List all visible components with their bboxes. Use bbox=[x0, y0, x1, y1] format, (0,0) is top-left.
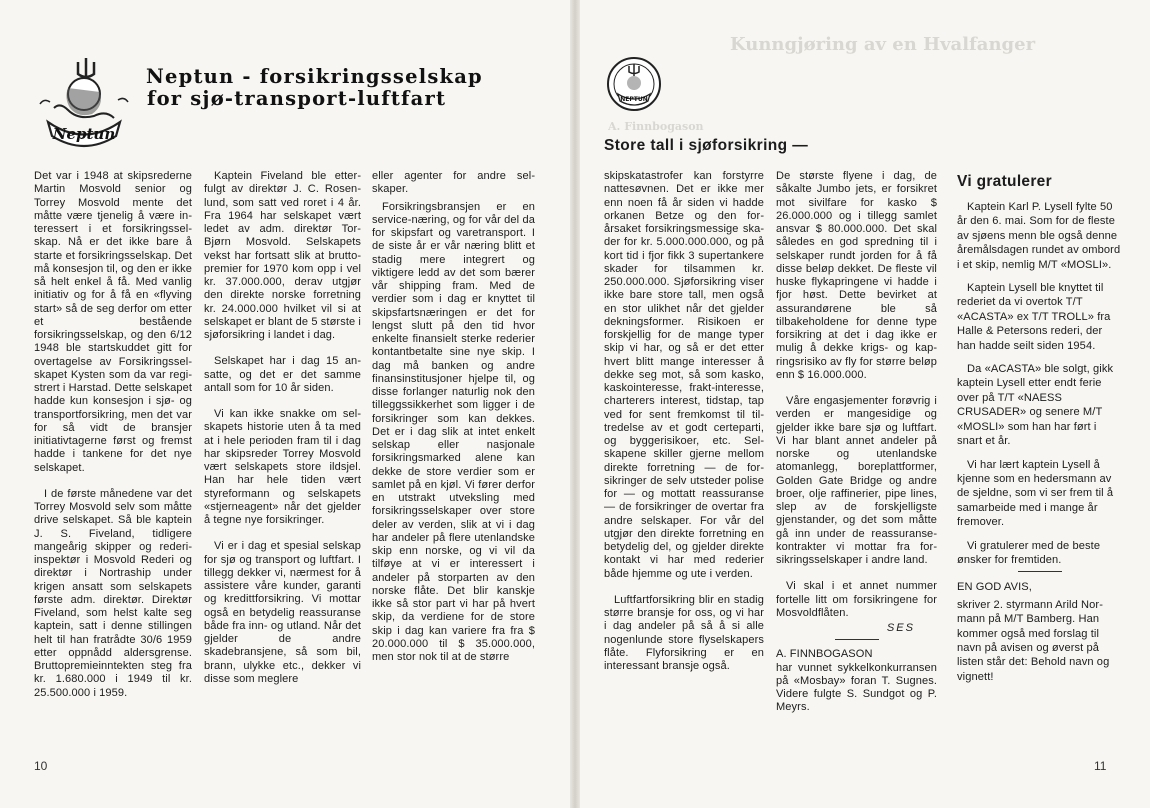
spine-gutter bbox=[570, 0, 580, 808]
left-column-1 bbox=[34, 170, 192, 713]
neptun-logo bbox=[34, 52, 134, 152]
neptun-badge-logo bbox=[606, 56, 662, 112]
congratulations-heading: Vi gratulerer bbox=[957, 173, 1052, 190]
paragraph: Selskapet har i dag 15 ansatte, og det er det samme antall som for 10 år siden. bbox=[204, 355, 361, 394]
article-title bbox=[146, 66, 483, 109]
left-column-3 bbox=[372, 170, 535, 677]
separator-rule bbox=[1018, 571, 1062, 572]
title-line-1: Neptun - forsikringsselskap bbox=[146, 65, 483, 88]
paragraph: Vi gratulerer med de beste ønsker for fremtiden. bbox=[957, 539, 1101, 566]
paragraph: Kaptein Karl P. Lysell fylte 50 år den 6. mai. Som for de fleste av sjøens menn ble også denne åremålsdagen rundet av ombord i et skip, nemlig M/T «MOSLI». bbox=[957, 201, 1121, 271]
page-number: 11 bbox=[1094, 759, 1107, 773]
paragraph: Vi skal i et annet nummer fortelle litt om forsikringene for Mosvoldflåten. bbox=[776, 580, 937, 619]
paragraph: Vi kan ikke snakke om selskapets historie uten å ta med at i hele perioden fram til i dag har skipsreder Torrey Mosvold vært selskapets store ildsjel. Han har hele tiden vært styreformann og selskapets «stjerneagent» når det gjelder å tegne nye forsikringer. bbox=[204, 408, 361, 526]
paragraph: Kaptein Fiveland ble etterfulgt av direktør J. C. Rosenlund, som satt ved roret i 4 år. Fra 1964 har selskapet vært ledet av adm. direktør Tor-Bjørn Mosvold. Selskapets vekst har fortsatt slik at bruttopremier for 1970 kom opp i vel kr. 37.000.000, derav utgjør den direkte norske forretning kr. 24.000.000 hvilket vil si at selskapet er blant de 5 største i sjøforsikring i landet i dag. bbox=[204, 170, 361, 341]
show-through-subheading: A. Finnbogason bbox=[608, 120, 704, 133]
right-column-2 bbox=[776, 170, 937, 728]
page-number: 10 bbox=[34, 759, 48, 773]
right-column-1 bbox=[604, 170, 764, 686]
paragraph: Kaptein Lysell ble knyttet til rederiet da vi overtok T/T «ACASTA» ex T/T TROLL» fra Halle & Petersons rederi, der han hadde seilt siden 1954. bbox=[957, 282, 1111, 352]
paragraph: eller agenter for andre selskaper. bbox=[372, 170, 535, 196]
paragraph: Luftfartforsikring blir en stadig større bransje for oss, og vi har i dag andeler på så å si alle nogenlunde store flyselskapers flåte. Flyforsikring er en interessant bransje også. bbox=[604, 593, 764, 672]
svg-text:NEPTUN: NEPTUN bbox=[620, 96, 648, 103]
right-column-3 bbox=[957, 200, 1123, 697]
notice-name: A. FINNBOGASON bbox=[776, 648, 873, 661]
left-page bbox=[0, 0, 573, 808]
separator-rule bbox=[835, 639, 879, 640]
paragraph: Da «ACASTA» ble solgt, gikk kaptein Lysell etter endt ferie over på T/T «NAESS CRUSADER» og senere M/T «MOSLI» som han har ført i snart et år. bbox=[957, 363, 1114, 448]
left-column-2 bbox=[204, 170, 361, 699]
paragraph: De største flyene i dag, de såkalte Jumbo jets, er forsikret mot sivilfare for kasko $ 26.000.000 og i tillegg samlet ansvar $ 80.000.000. Det skal således en god spredning til i selskaper rundt jorden for å få disse beløp dekket. De fleste vil huske flykapringene vi hadde i fjor høst. Dette bevirket at assurandørene ble så tilbakeholdene for denne type forsikring at det i dag ikke er mulig å dekke krigs- og kapringsrisiko av fly for større beløp enn $ 16.000.000. bbox=[776, 170, 937, 381]
svg-text:Neptun: Neptun bbox=[52, 125, 116, 143]
paragraph: skriver 2. styrmann Arild Normann på M/T Bamberg. Han kommer også med forslag til navn på avisen og øverst på listen står det: Behold navn og vignett! bbox=[957, 598, 1110, 683]
show-through-heading: Kunngjøring av en Hvalfanger bbox=[730, 34, 1036, 55]
paragraph: skipskatastrofer kan forstyrre nattesøvnen. Det er ikke mer enn noen få år siden vi hadde orkanen Betze og den forårsaket forsikringsmessige skader for kr. 5.000.000.000, og på kort tid i fjor fikk 3 supertankere skader for tilsammen kr. 250.000.000. Sjøforsikring viser ikke bare store tall, men også en stor ulikhet når det gjelder dekningsformer. Risikoen er forskjellig for de mange typer skip vi har, og så er det etter hvert blitt mange interesser å dekke seg mot, så som kasko, kaskointeresse, frakt-interesse, charterers interest, tidstap, tap ved for sent fremkomst til tiltredelse av et godt certeparti, og byggerisikoer, etc. Selskapene skiller gjerne mellom direkte forretning — de forsikringer de selv utsteder polise for — og mottatt reassuranse — de forsikringer de overtar fra andre selskaper. For vår del utgjør den direkte forretning en betydelig del, og gjelder direkte kontakt vi har med rederier både hjemme og ute i verden. bbox=[604, 170, 764, 580]
notice-heading: EN GOD AVIS, bbox=[957, 581, 1032, 594]
author-signature: SES bbox=[886, 622, 915, 634]
paragraph: Forsikringsbransjen er en service-næring, og for vår del da for skipsfart og varetransport. I de siste år er vår næring blitt et stadig mere integrert og viktigere ledd av det som bærer vår shipping fram. Med de verdier som i dag er knyttet til skipsfartsnæringen er det for lengst slutt på den tid hvor enkelte finansielt sterke rederier kontantbetalte sine nye skip. I dag må banken og andre finansinstitusjoner hjelpe til, og disse forlanger naturlig nok den tilleggssikkerhet som ligger i de forsikringer som kan dekkes. Det er i dag slik at intet enkelt selskap eller nasjonale forsikringsmarked alene kan dekke de store verdier som er samlet på en kjøl. Vi fører derfor en utstrakt utveksling med forsikringsselskaper over store deler av verden, slik at vi i dag har andeler på flere utenlandske skip enn norske, og vi vil da tilføye at vi er interessert i andeler på storparten av den norske flåte. Det blir kanskje ikke så stor part vi har på hvert skip, da verdiene for de store skip i dag kan variere fra fra $ 20.000.000 til $ 35.000.000, men stor nok til at de større bbox=[372, 200, 535, 663]
paragraph: Vi er i dag et spesial selskap for sjø og transport og luftfart. I tillegg dekker vi, nærmest for å assistere våre kunder, garanti og kredittforsikring. Vi mottar også en betydelig reassuranse både fra inn- og utland. Når det gjelder de andre skadebransjene, så som bil, brann, ulykke etc., dekker vi disse som meglere bbox=[204, 540, 361, 685]
paragraph: har vunnet sykkelkonkurransen på «Mosbay» foran T. Sugnes. Videre fulgte S. Sundgot og P. Meyrs. bbox=[776, 661, 937, 714]
paragraph: Våre engasjementer forøvrig i verden er mangesidige og gjelder ikke bare sjø og luftfart. Vi har blant annet andeler på norske og utenlandske atomanlegg, boreplattformer, Golden Gate Bridge og andre broer, olje raffinerier, pipe lines, slep av de forskjelligste gjenstander, og det som måtte gå inn under de reassuransekontrakter vi mottar fra forsikringsselskaper i andre land. bbox=[776, 395, 937, 566]
title-line-2: for sjø-transport-luftfart bbox=[147, 86, 447, 110]
paragraph: I de første månedene var det Torrey Mosvold selv som måtte drive selskapet. Så ble kaptein J. S. Fiveland, tidligere mangeårig skipper og rederiinspektør i Mosvold Rederi og direktør i Nortraship under krigen ansatt som selskapets første adm. direktør. Direktør Fiveland, som helst kalte seg kaptein, satt i denne stillingen helt til han fratrådte 30/6 1959 etter oppnådd aldersgrense. Bruttopremieinntekten steg fra kr. 1.680.000 i 1949 til kr. 25.500.000 i 1959. bbox=[34, 487, 192, 699]
section-heading: Store tall i sjøforsikring — bbox=[604, 137, 809, 154]
paragraph: Det var i 1948 at skipsrederne Martin Mosvold senior og Torrey Mosvold mente det måtte være tjenelig å være interessert i et forsikringsselskap. Nå er det ikke bare å starte et forsikringsselskap. Det må konsesjon til, og den er ikke så helt enkel å få. Med vanlig initiativ og for å få en «flyving start» så de seg derfor om etter et bestående forsikringsselskap, og den 6/12 1948 ble startskuddet gitt for overtagelse av Forsikringsselskapet Kysten som da var registrert i Harstad. Dette selskapet hadde kun konsesjon i sjø- og transportforsikring, men det var for så vidt de bransjer initiativtagerne først og fremst hadde i tankene for det nye selskapet. bbox=[34, 170, 193, 474]
paragraph: Vi har lært kaptein Lysell å kjenne som en hedersmann av de sjeldne, som vi ser frem til å samarbeide med i mange år fremover. bbox=[957, 458, 1114, 529]
